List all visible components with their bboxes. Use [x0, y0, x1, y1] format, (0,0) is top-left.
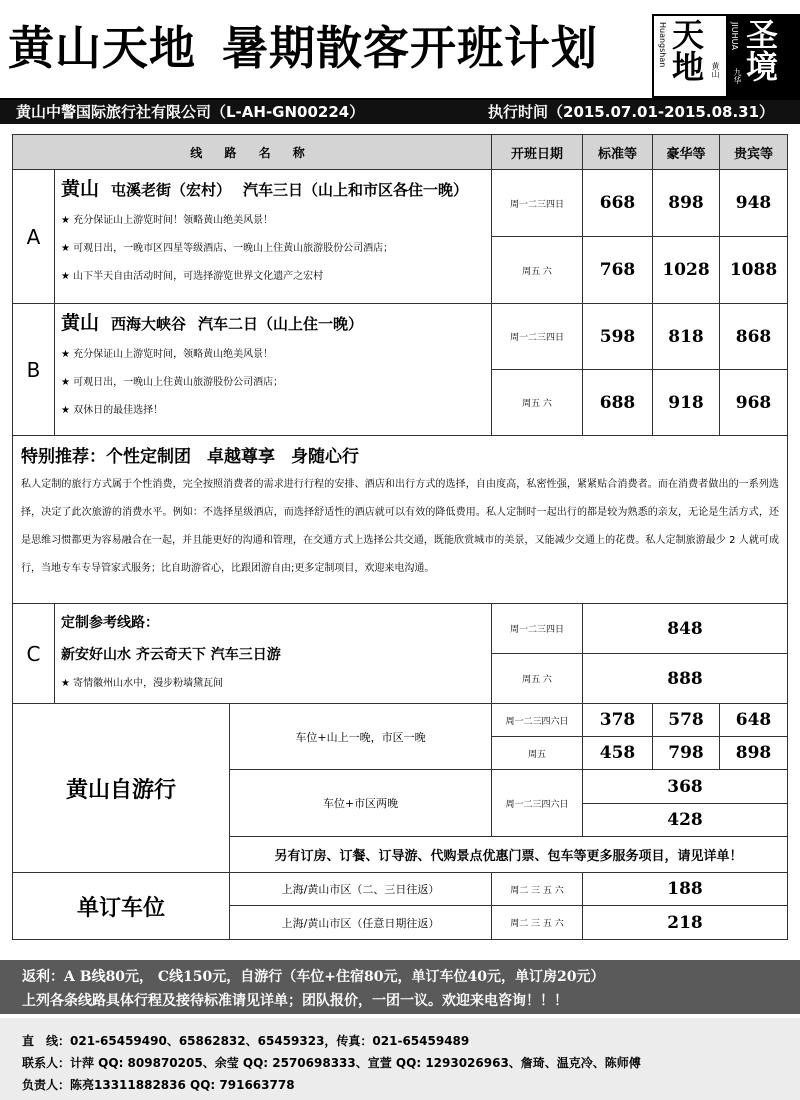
logo-right: JIUHUA 圣境 九华 [726, 16, 798, 96]
col-standard: 标准等 [583, 135, 653, 170]
price-standard: 458 [583, 737, 653, 770]
price-standard: 688 [583, 370, 653, 436]
route-c-title: 新安好山水 齐云奇天下 汽车三日游 [61, 647, 281, 663]
route-b-letter: B [13, 304, 55, 436]
rebate-banner [0, 960, 800, 1014]
price-vip: 648 [720, 704, 788, 737]
price-seat: 188 [583, 873, 788, 906]
manager-line: 负责人：陈亮13311882836 QQ: 791663778 [22, 1078, 295, 1092]
route-b-bullet: ★ 可观日出，一晚山上住黄山旅游股份公司酒店； [61, 377, 284, 388]
route-b-detail [55, 304, 492, 436]
start-days: 周一二三四六日 [492, 770, 583, 837]
page-title: 黄山天地 暑期散客开班计划 [8, 21, 598, 75]
custom-tour-recommendation [13, 436, 788, 604]
start-days: 周一二三四日 [492, 604, 583, 654]
route-c-bullet: ★ 寄情徽州山水中，漫步粉墙黛瓦间 [61, 678, 224, 689]
price-vip: 968 [720, 370, 788, 436]
route-c-detail [55, 604, 492, 704]
price-vip: 898 [720, 737, 788, 770]
price-luxury: 818 [653, 304, 720, 370]
table-row [13, 604, 788, 654]
subheader [0, 100, 800, 124]
start-days: 周一二三四六日 [492, 704, 583, 737]
header [0, 0, 800, 100]
logo-left: Huangshan 天地 黄山 [654, 16, 726, 96]
start-days: 周一二三四日 [492, 170, 583, 237]
seat-only-label: 单订车位 [13, 873, 230, 940]
self-tour-option-2: 车位+市区两晚 [230, 770, 492, 837]
price-luxury: 898 [653, 170, 720, 237]
route-b-bullet: ★ 双休日的最佳选择！ [61, 405, 164, 416]
route-a-bullet: ★ 充分保证山上游览时间！领略黄山绝美风景！ [61, 215, 274, 226]
table-row [13, 704, 788, 737]
schedule-table [12, 134, 788, 940]
start-days: 周二 三 五 六 [492, 906, 583, 940]
start-days: 周二 三 五 六 [492, 873, 583, 906]
seat-route: 上海/黄山市区（二、三日往返） [230, 873, 492, 906]
route-a-bullet: ★ 山下半天自由活动时间，可选择游览世界文化遗产之宏村 [61, 271, 324, 282]
route-b-bullet: ★ 充分保证山上游览时间，领略黄山绝美风景！ [61, 349, 274, 360]
price-option-2: 428 [583, 804, 788, 837]
col-route-name: 线 路 名 称 [13, 135, 492, 170]
price-luxury: 918 [653, 370, 720, 436]
col-luxury: 豪华等 [653, 135, 720, 170]
execution-period: 执行时间（2015.07.01-2015.08.31） [488, 103, 775, 121]
route-a-detail [55, 170, 492, 304]
col-vip: 贵宾等 [720, 135, 788, 170]
route-b-title: 黄山 西海大峡谷 汽车二日（山上住一晚） [61, 312, 364, 334]
contact-footer [0, 1018, 800, 1100]
price-standard: 768 [583, 237, 653, 304]
route-a-bullet: ★ 可观日出，一晚市区四星等级酒店、一晚山上住黄山旅游股份公司酒店； [61, 243, 394, 254]
price-vip: 1088 [720, 237, 788, 304]
start-days: 周一二三四日 [492, 304, 583, 370]
route-a-letter: A [13, 170, 55, 304]
price-luxury: 578 [653, 704, 720, 737]
price-standard: 378 [583, 704, 653, 737]
price-custom: 848 [583, 604, 788, 654]
phone-line: 直 线：021-65459490、65862832、65459323，传真：021-65459489 [22, 1034, 470, 1048]
table-header-row [13, 135, 788, 170]
extra-services-note: 另有订房、订餐、订导游、代购景点优惠门票、包车等更多服务项目，请见详单！ [230, 837, 788, 873]
route-c-ref: 定制参考线路： [61, 615, 159, 631]
table-row [13, 436, 788, 604]
route-a-title: 黄山 屯溪老街（宏村） 汽车三日（山上和市区各住一晚） [61, 178, 469, 200]
start-days: 周五 六 [492, 370, 583, 436]
col-start-date: 开班日期 [492, 135, 583, 170]
seat-route: 上海/黄山市区（任意日期往返） [230, 906, 492, 940]
table-row [13, 170, 788, 237]
company-name: 黄山中警国际旅行社有限公司（L-AH-GN00224） [16, 103, 365, 121]
recommend-body: 私人定制的旅行方式属于个性消费，完全按照消费者的需求进行行程的安排、酒店和出行方式的选择，自由度高，私密性强，紧紧贴合消费者。而在消费者做出的一系列选择，决定了此次旅游的消费水平。例如：不选择星级酒店，而选择舒适性的酒店就可以有效的降低费用。私人定制时一起出行的都是较为熟悉的亲友，无论是生活方式，还是思维习惯都更为容易融合在一起，并且能更好的沟通和管理，在交通方式上选择公共交通，既能欣赏城市的美景，又能减少交通上的花费。私人定制旅游最少 2 人就可成行，当地专车专导管家式服务；比自助游省心，比跟团游自由;更多定制项目，欢迎来电沟通。 [21, 479, 779, 574]
price-standard: 668 [583, 170, 653, 237]
price-custom: 888 [583, 654, 788, 704]
start-days: 周五 六 [492, 654, 583, 704]
logo [652, 14, 800, 98]
price-seat: 218 [583, 906, 788, 940]
price-option-2: 368 [583, 770, 788, 804]
price-vip: 868 [720, 304, 788, 370]
price-luxury: 1028 [653, 237, 720, 304]
price-luxury: 798 [653, 737, 720, 770]
route-c-letter: C [13, 604, 55, 704]
start-days: 周五 六 [492, 237, 583, 304]
self-tour-option-1: 车位+山上一晚，市区一晚 [230, 704, 492, 770]
rebate-line: 返利：A B线80元， C线150元，自游行（车位+住宿80元，单订车位40元，单订房20元） [22, 969, 605, 985]
notice-line: 上列各条线路具体行程及接待标准请见详单；团队报价，一团一议。欢迎来电咨询！！！ [22, 993, 568, 1009]
price-standard: 598 [583, 304, 653, 370]
recommend-title: 特别推荐：个性定制团 卓越尊享 身随心行 [21, 447, 359, 467]
table-row [13, 873, 788, 906]
start-days: 周五 [492, 737, 583, 770]
contacts-line: 联系人：计萍 QQ: 809870205、余莹 QQ: 2570698333、宣萱 QQ: 1293026963、詹琦、温克冷、陈师傅 [22, 1056, 641, 1070]
table-row [13, 304, 788, 370]
price-vip: 948 [720, 170, 788, 237]
self-tour-label: 黄山自游行 [13, 704, 230, 873]
